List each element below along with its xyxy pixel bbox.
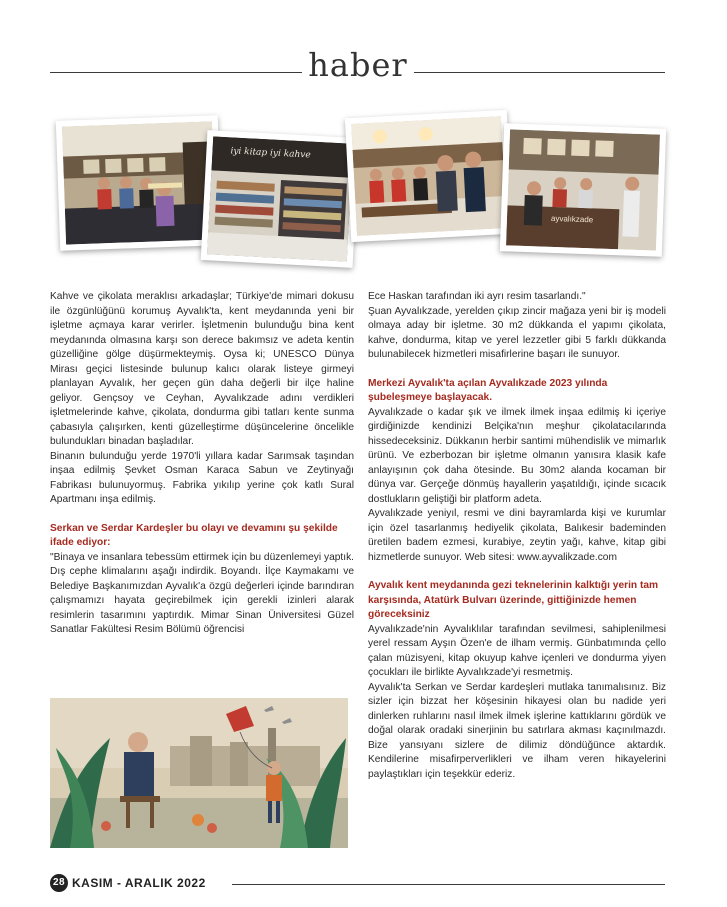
photo-counter-staff [500, 123, 666, 257]
mural-illustration [50, 698, 348, 848]
page-number: 28 [50, 874, 68, 892]
group-people-photo [351, 116, 507, 236]
paragraph-ressam: Ayvalıkzade'nin Ayvalıklılar tarafından sevilmesi, sahiplenilmesi yerel ressam Ayşın Özen'e de ilham vermiş. Günbatımında çello çalan müzisyeni, kitap okuyup kahve içenleri ve dondurma yiyen çocukları ile birlikte Ayvalıkzade'yi resmetmiş. [368, 623, 666, 678]
subheading-kardesler: Serkan ve Serdar Kardeşler bu olayı ve devamını şu şekilde ifade ediyor: [50, 522, 338, 548]
header-rule-right [414, 72, 665, 73]
paragraph-hediyelik: Ayvalıkzade yeniyıl, resmi ve dini bayramlarda kişi ve kurumlar için özel tasarlanmış hediyelik çikolata, Balıkesir bademinden üretilen badem ezmesi, kurabiye, zeytin yağı, kahve, kitap gibi hizmetlerde sunuyor. Web sitesi: www.ayvalikzade.com [368, 508, 666, 563]
shop-sign-text: iyi kitap iyi kahve [230, 146, 311, 161]
quote-paragraph: "Binaya ve insanlara tebessüm ettirmek için bu düzenlemeyi yaptık. Dış cephe klimalarını aşağı indirdik. Boyandı. İlçe Kaymakamı ve Belediye Başkanımızdan Ayvalık'a özgü değerleri içinde barındıran çalışmamızı hayata geçirebilmek için gerekli izinleri alarak resimlerin tasarımını yaptırdık. Mimar Sinan Üniversitesi Güzel Sanatlar Fakültesi Resim Bölümü öğrencisi [50, 551, 354, 635]
photo-shop-shelves [201, 130, 360, 268]
paragraph-belcika: Ayvalıkzade o kadar şık ve ilmek ilmek inşaa edilmiş ki içeriye girdiğinizde kendinizi Belçika'nın meşhur çikolatacılarında hissedeceksiniz. Dükkanın herbir santimi mühendislik ve mimarlık ürünü. Ve ezberbozan bir işletme olmanın yanısıra klasik kafe anlayışının çok daha ötesinde. Bu 30m2 alanda kocaman bir dünya var. Gerçeğe dönmüş hayallerin yaşatıldığı, içinde sıcacık dostlukların geliştiği bir platform adeta. [368, 406, 666, 505]
right-column [368, 290, 666, 782]
cafe-interior-photo [62, 121, 216, 244]
heading-subelesme: Merkezi Ayvalık'ta açılan Ayvalıkzade 2023 yılında şubeleşmeye başlayacak. [368, 377, 608, 403]
footer [50, 874, 206, 892]
quote-end: Ece Haskan tarafından iki ayrı resim tasarlandı." [368, 291, 586, 302]
section-title: haber [308, 46, 408, 84]
issue-label: KASIM - ARALIK 2022 [72, 876, 206, 890]
intro-paragraph-2: Binanın bulunduğu yerde 1970'li yıllara kadar Sarımsak taşından inşaa edilmiş Şevket Osman Karaca Sabun ve Zeytinyağı Fabrikası bulunuyormuş. Fabrika yıkılıp yerine çok katlı Sural Apartmanı inşa edilmiş. [50, 450, 354, 505]
left-column [50, 290, 354, 638]
counter-staff-photo [506, 129, 660, 250]
shop-shelves-photo [207, 136, 353, 261]
heading-konum: Ayvalık kent meydanında gezi teknelerinin kalktığı yerin tam karşısında, Atatürk Bulvarı üzerinde, gittiğinizde hemen göreceksiniz [368, 580, 659, 620]
footer-rule [232, 884, 665, 885]
paragraph-kardesler: Ayvalık'ta Serkan ve Serdar kardeşleri mutlaka tanımalısınız. Biz sizler için bizzat her köşesinin hikayesi olan bu nadide yeri dinlerken ruhlarını nasıl ilmek ilmek işlerine kattıklarını gördük ve doğal olarak oradaki sinerjinin bu satırlara akması kaçınılmazdı. Bize yansıyanı sizlere de dilimiz döndüğünce aktardık. Kendilerine misafirperverlikleri ve ilham veren hikayelerini paylaştıkları için teşekkür ederiz. [368, 681, 666, 780]
header-rule-left [50, 72, 302, 73]
paragraph-sube: Şuan Ayvalıkzade, yerelden çıkıp zincir mağaza yeni bir iş modeli olmaya aday bir işletme. 30 m2 dükkanda el yapımı çikolata, kahve, dondurma, kitap ve yerel lezzetler gibi 5 farklı dükkanda bulunabilecek hizmetleri misafirlerine başarı ile sunuyor. [368, 305, 666, 360]
ayvalik-mural-illustration [50, 698, 348, 848]
photo-group-people [345, 110, 513, 242]
intro-paragraph-1: Kahve ve çikolata meraklısı arkadaşlar; Türkiye'de mimari dokusu ile özgünlüğünü korumuş Ayvalık'ta, kent meydanında yeni bir işletme açmaya karar verirler. İşletmenin bulunduğu bina kent meydanında olmasına karşı son derece bakımsız ve adeta kentin güzelliğine gölge düşürmekteymiş. Oysa ki; UNESCO Dünya Mirası geçici listesinde bulunup kalıcı olarak listeye girmeyi planlayan Ayvalık, her geçen gün daha değerli bir ilçe haline geliyor. Gençsoy ve Ceyhan, Ayvalıkzade adını verdikleri işletmelerinde kahve, çikolata, dondurma gibi tatları kente sunma çabasıyla çalışırken, kenti güzelleştirme düşüncelerine öncelikle bulundukları binadan başladılar. [50, 291, 354, 447]
counter-sign-text: ayvalıkzade [550, 213, 594, 225]
photo-cafe-interior [56, 115, 222, 251]
